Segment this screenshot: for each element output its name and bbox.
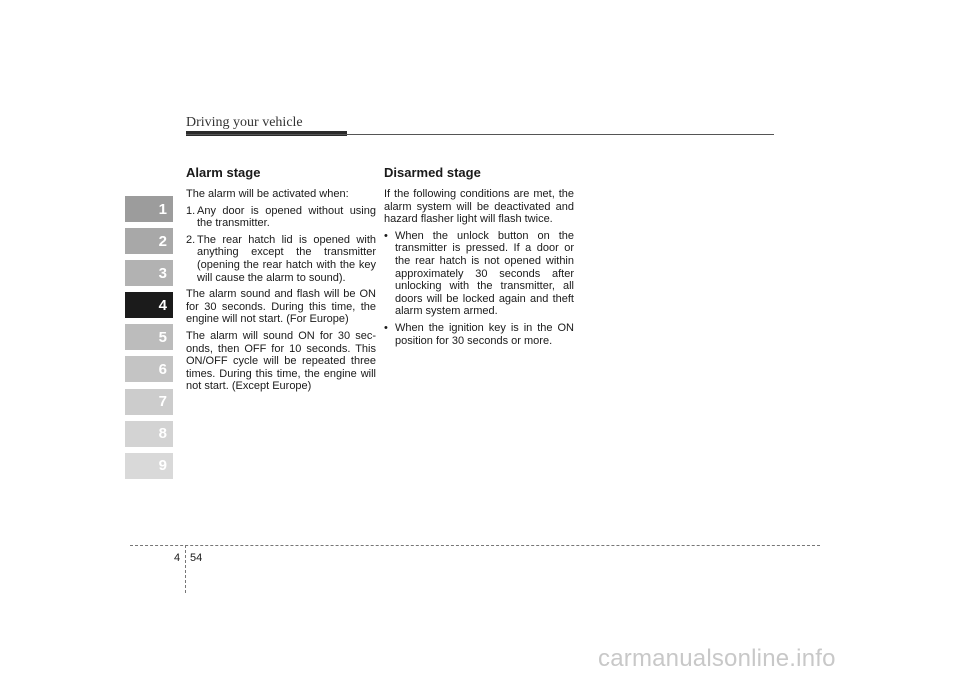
bullet-marker: •	[384, 229, 388, 242]
paragraph: If the following conditions are met, the alarm system will be deactivated and hazard flasher light will flash twice.	[384, 188, 574, 226]
alarm-stage-section	[186, 166, 376, 397]
chapter-tab-1[interactable]: 1	[125, 196, 173, 222]
chapter-tab-9[interactable]: 9	[125, 453, 173, 479]
list-item-text: The rear hatch lid is opened with anything except the transmitter (opening the rear hatch with the key will cause the alarm to sound).	[197, 233, 376, 284]
chapter-tab-4[interactable]: 4	[125, 292, 173, 318]
list-marker: 2.	[186, 233, 196, 246]
page-header-title: Driving your vehicle	[186, 115, 303, 130]
footer-divider	[185, 545, 186, 593]
chapter-tab-7[interactable]: 7	[125, 389, 173, 415]
paragraph: The alarm will sound ON for 30 sec-onds, then OFF for 10 seconds. This ON/OFF cycle will be repeated three times. During this time, the engine will not start. (Except Europe)	[186, 329, 376, 393]
footer-rule	[130, 545, 820, 546]
chapter-tab-6[interactable]: 6	[125, 356, 173, 382]
list-marker: 1.	[186, 204, 196, 217]
chapter-tab-8[interactable]: 8	[125, 421, 173, 447]
paragraph: The alarm will be activated when:	[186, 188, 349, 200]
chapter-tab-5[interactable]: 5	[125, 324, 173, 350]
footer-chapter-number: 4	[174, 552, 181, 564]
footer-page-number: 54	[190, 552, 203, 564]
paragraph: The alarm sound and flash will be ON for 30 seconds. During this time, the engine will not start. (For Europe)	[186, 288, 376, 326]
chapter-tab-2[interactable]: 2	[125, 228, 173, 254]
list-item-text: Any door is opened without using the transmitter.	[197, 204, 376, 230]
watermark-text: carmanualsonline.info	[598, 645, 836, 672]
section-heading: Alarm stage	[186, 165, 261, 180]
chapter-tab-3[interactable]: 3	[125, 260, 173, 286]
list-item	[186, 205, 376, 230]
header-rule	[186, 134, 774, 135]
list-item	[384, 230, 574, 318]
list-item-text: When the unlock button on the transmitter is pressed. If a door or the rear hatch is not opened within approximately 30 seconds after unlocking with the transmitter, all doors will be locked again and theft alarm system armed.	[395, 229, 574, 318]
chapter-tab-nav	[125, 196, 173, 485]
disarmed-stage-section	[384, 166, 574, 351]
list-item-text: When the ignition key is in the ON position for 30 seconds or more.	[395, 321, 574, 347]
bullet-marker: •	[384, 321, 388, 334]
section-heading: Disarmed stage	[384, 165, 481, 180]
list-item	[186, 234, 376, 284]
list-item	[384, 322, 574, 347]
